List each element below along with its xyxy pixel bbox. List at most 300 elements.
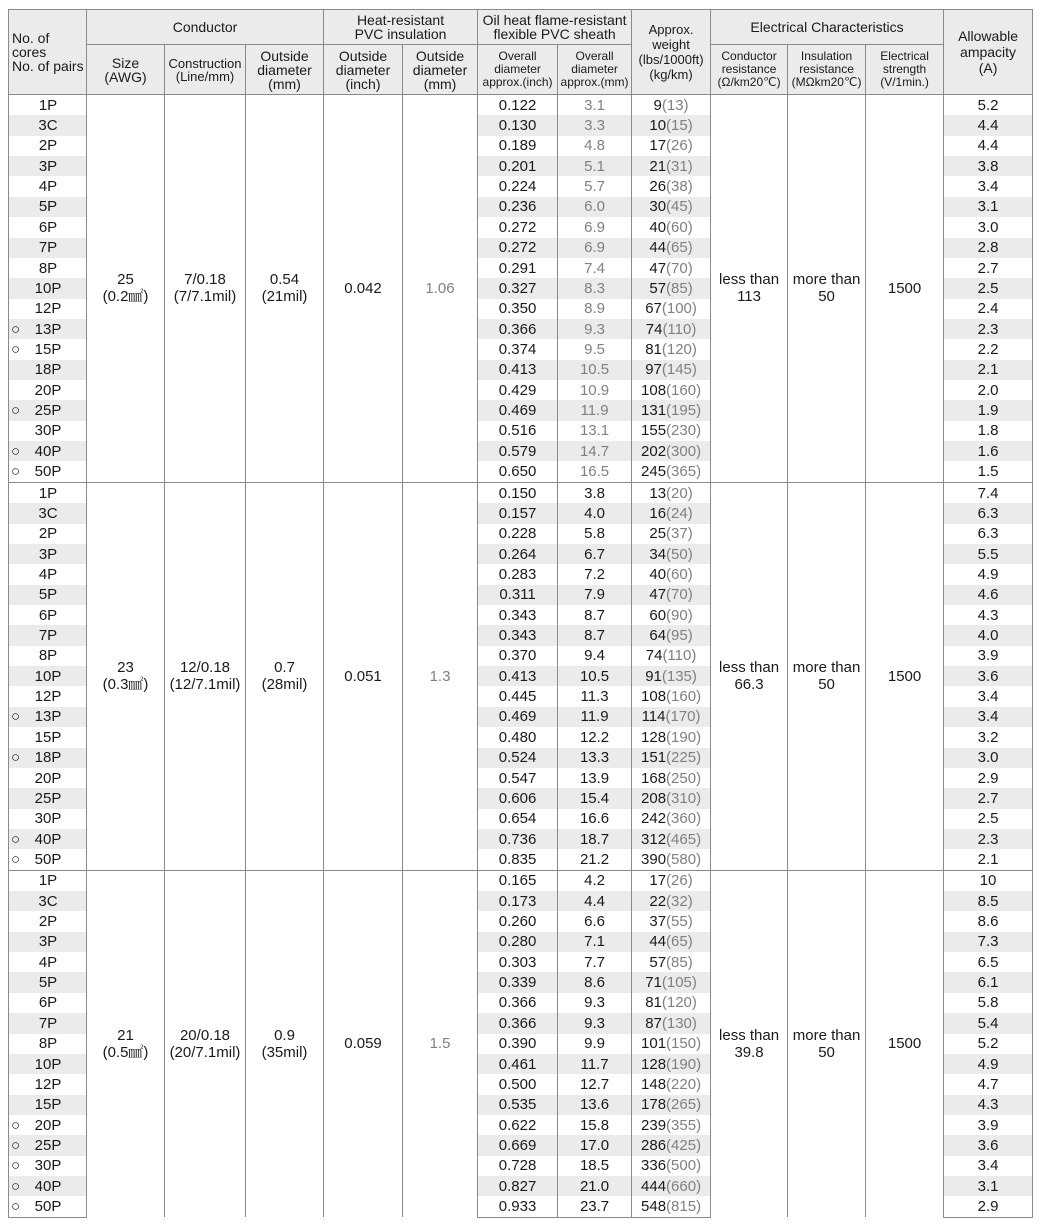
- cell-weight: [632, 524, 711, 544]
- cell-weight: [632, 686, 711, 706]
- cell-ampacity: 4.4: [944, 115, 1033, 135]
- weight-kg: (26): [666, 872, 693, 890]
- cell-weight: [632, 625, 711, 645]
- cell-overall-inch: 0.469: [478, 400, 558, 420]
- weight-lbs: 57: [649, 279, 667, 297]
- weight-kg: (31): [666, 157, 693, 175]
- cell-overall-mm: 14.7: [558, 441, 632, 461]
- cell-weight: [632, 564, 711, 584]
- cell-cores: [9, 400, 87, 420]
- cell-weight: [632, 768, 711, 788]
- cores-value: 3C: [38, 892, 58, 910]
- cores-value: 20P: [34, 769, 62, 787]
- cell-ampacity: 4.4: [944, 136, 1033, 156]
- cell-overall-inch: 0.654: [478, 809, 558, 829]
- circle-mark-icon: ○: [11, 830, 21, 848]
- cores-value: 1P: [38, 484, 58, 502]
- cell-cores: [9, 156, 87, 176]
- cell-weight: [632, 748, 711, 768]
- weight-lbs: 74: [645, 647, 663, 665]
- cell-electrical-strength: 1500: [866, 95, 944, 483]
- weight-kg: (50): [666, 545, 693, 563]
- weight-kg: (190): [666, 1055, 702, 1073]
- cores-value: 18P: [34, 749, 62, 767]
- weight-kg: (70): [666, 259, 693, 277]
- cell-insulation-inch: 0.059: [324, 870, 403, 1217]
- cell-ampacity: 2.9: [944, 768, 1033, 788]
- cores-value: 10P: [34, 667, 62, 685]
- cell-weight: [632, 1115, 711, 1135]
- cell-weight: [632, 482, 711, 503]
- weight-kg: (135): [661, 667, 697, 685]
- weight-lbs: 178: [641, 1096, 667, 1114]
- cell-cores: [9, 319, 87, 339]
- cell-cores: [9, 482, 87, 503]
- header-electrical-strength: Electrical strength (V/1min.): [866, 45, 944, 95]
- circle-mark-icon: ○: [11, 1157, 21, 1175]
- cell-overall-inch: 0.228: [478, 524, 558, 544]
- cores-value: 10P: [34, 279, 62, 297]
- weight-lbs: 21: [649, 157, 667, 175]
- cell-overall-inch: 0.224: [478, 176, 558, 196]
- cell-ampacity: 3.1: [944, 1176, 1033, 1196]
- cell-overall-mm: 8.9: [558, 299, 632, 319]
- weight-lbs: 114: [641, 708, 666, 726]
- weight-lbs: 239: [641, 1116, 667, 1134]
- cell-overall-inch: 0.606: [478, 788, 558, 808]
- weight-kg: (145): [661, 361, 697, 379]
- cores-value: 20P: [34, 1116, 62, 1134]
- weight-kg: (660): [666, 1177, 702, 1195]
- header-construction: Construction (Line/mm): [165, 45, 246, 95]
- cell-overall-inch: 0.728: [478, 1156, 558, 1176]
- cores-value: 25P: [34, 789, 62, 807]
- cell-size: 21 (0.5㎟): [87, 870, 165, 1217]
- weight-lbs: 286: [641, 1137, 667, 1154]
- cores-value: 13P: [34, 708, 62, 726]
- cell-weight: [632, 1074, 711, 1094]
- cores-value: 6P: [38, 218, 58, 236]
- cell-overall-inch: 0.122: [478, 95, 558, 116]
- header-sheath: Oil heat flame-resistant flexible PVC sheath: [478, 10, 632, 45]
- cell-weight: [632, 461, 711, 482]
- cell-ampacity: 8.5: [944, 891, 1033, 911]
- circle-mark-icon: ○: [11, 1116, 21, 1134]
- cell-ampacity: 6.1: [944, 972, 1033, 992]
- weight-kg: (45): [666, 198, 693, 216]
- cell-ampacity: 2.2: [944, 339, 1033, 359]
- cell-weight: [632, 1034, 711, 1054]
- cores-value: 12P: [34, 300, 62, 318]
- cell-cores: [9, 380, 87, 400]
- table-row: [9, 870, 1033, 891]
- cell-ampacity: 1.8: [944, 421, 1033, 441]
- cell-weight: [632, 238, 711, 258]
- cell-weight: [632, 646, 711, 666]
- cell-overall-mm: 13.6: [558, 1095, 632, 1115]
- cell-overall-inch: 0.272: [478, 238, 558, 258]
- cell-ampacity: 4.3: [944, 1095, 1033, 1115]
- cores-value: 5P: [38, 586, 58, 604]
- weight-kg: (365): [666, 463, 702, 481]
- weight-lbs: 74: [645, 320, 663, 338]
- weight-kg: (38): [666, 178, 693, 196]
- circle-mark-icon: ○: [11, 850, 21, 868]
- weight-kg: (465): [666, 830, 702, 848]
- cores-value: 50P: [34, 463, 62, 481]
- cell-weight: [632, 849, 711, 870]
- weight-lbs: 9: [653, 96, 662, 114]
- header-outside-diameter: Outside diameter (mm): [246, 45, 324, 95]
- weight-kg: (250): [666, 769, 702, 787]
- cell-overall-inch: 0.366: [478, 993, 558, 1013]
- cores-value: 25P: [34, 1137, 62, 1154]
- cell-overall-mm: 8.7: [558, 605, 632, 625]
- cell-weight: [632, 115, 711, 135]
- cell-overall-inch: 0.370: [478, 646, 558, 666]
- cell-ampacity: 1.6: [944, 441, 1033, 461]
- weight-lbs: 47: [649, 586, 667, 604]
- cell-overall-inch: 0.445: [478, 686, 558, 706]
- cell-overall-mm: 21.0: [558, 1176, 632, 1196]
- cores-value: 8P: [38, 1035, 58, 1053]
- cores-value: 1P: [38, 96, 58, 114]
- weight-lbs: 81: [645, 340, 662, 358]
- cores-value: 5P: [38, 198, 58, 216]
- cell-overall-mm: 3.1: [558, 95, 632, 116]
- weight-lbs: 67: [645, 300, 662, 318]
- weight-kg: (85): [666, 953, 693, 971]
- cell-ampacity: 2.5: [944, 809, 1033, 829]
- weight-lbs: 312: [641, 830, 667, 848]
- cores-value: 40P: [34, 1177, 62, 1195]
- weight-kg: (580): [666, 850, 702, 868]
- weight-lbs: 245: [641, 463, 667, 481]
- cell-cores: [9, 1013, 87, 1033]
- cell-cores: [9, 544, 87, 564]
- weight-lbs: 25: [649, 525, 667, 543]
- cell-overall-inch: 0.189: [478, 136, 558, 156]
- cell-weight: [632, 952, 711, 972]
- cell-overall-mm: 9.5: [558, 339, 632, 359]
- cores-value: 15P: [34, 1096, 62, 1114]
- cell-overall-inch: 0.272: [478, 217, 558, 237]
- cell-overall-inch: 0.827: [478, 1176, 558, 1196]
- cell-conductor-resistance: less than 39.8: [711, 870, 788, 1217]
- header-conductor-resistance: Conductor resistance (Ω/km20℃): [711, 45, 788, 95]
- cell-overall-inch: 0.201: [478, 156, 558, 176]
- cores-value: 12P: [34, 1075, 62, 1093]
- cell-cores: [9, 461, 87, 482]
- cell-overall-inch: 0.736: [478, 829, 558, 849]
- weight-lbs: 202: [641, 442, 667, 460]
- cell-ampacity: 2.1: [944, 849, 1033, 870]
- circle-mark-icon: ○: [11, 1137, 21, 1154]
- cell-weight: [632, 1135, 711, 1155]
- cell-overall-inch: 0.260: [478, 911, 558, 931]
- cell-cores: [9, 95, 87, 116]
- cell-overall-mm: 17.0: [558, 1135, 632, 1155]
- cell-overall-inch: 0.835: [478, 849, 558, 870]
- cell-overall-inch: 0.283: [478, 564, 558, 584]
- weight-kg: (110): [662, 647, 697, 665]
- cell-weight: [632, 932, 711, 952]
- weight-lbs: 131: [641, 402, 667, 420]
- weight-lbs: 87: [645, 1014, 662, 1032]
- cell-cores: [9, 1176, 87, 1196]
- weight-lbs: 22: [649, 892, 667, 910]
- cell-overall-inch: 0.173: [478, 891, 558, 911]
- cell-overall-mm: 8.6: [558, 972, 632, 992]
- cable-spec-table: [8, 9, 1033, 1218]
- cell-cores: [9, 278, 87, 298]
- cell-construction: 12/0.18 (12/7.1mil): [165, 482, 246, 870]
- cell-ampacity: 2.3: [944, 829, 1033, 849]
- cell-overall-mm: 7.7: [558, 952, 632, 972]
- cores-value: 7P: [38, 1014, 58, 1032]
- cell-overall-mm: 13.3: [558, 748, 632, 768]
- cell-ampacity: 2.8: [944, 238, 1033, 258]
- cell-ampacity: 4.6: [944, 585, 1033, 605]
- cell-cores: [9, 299, 87, 319]
- cell-overall-mm: 7.9: [558, 585, 632, 605]
- weight-lbs: 44: [649, 239, 667, 257]
- cell-overall-mm: 6.6: [558, 911, 632, 931]
- cell-cores: [9, 197, 87, 217]
- weight-kg: (32): [666, 892, 693, 910]
- cell-weight: [632, 993, 711, 1013]
- cell-cores: [9, 666, 87, 686]
- weight-lbs: 34: [649, 545, 667, 563]
- weight-lbs: 13: [649, 484, 667, 502]
- cell-overall-mm: 13.1: [558, 421, 632, 441]
- cell-overall-inch: 0.669: [478, 1135, 558, 1155]
- cores-value: 8P: [38, 259, 58, 277]
- cell-overall-inch: 0.165: [478, 870, 558, 891]
- cell-weight: [632, 176, 711, 196]
- cell-weight: [632, 972, 711, 992]
- cell-insulation-resistance: more than 50: [788, 870, 866, 1217]
- cell-overall-mm: 3.3: [558, 115, 632, 135]
- weight-lbs: 155: [641, 422, 667, 440]
- cell-weight: [632, 258, 711, 278]
- weight-kg: (105): [661, 974, 697, 992]
- cell-overall-inch: 0.374: [478, 339, 558, 359]
- cell-ampacity: 3.9: [944, 646, 1033, 666]
- cell-overall-inch: 0.390: [478, 1034, 558, 1054]
- cell-overall-mm: 3.8: [558, 482, 632, 503]
- cell-weight: [632, 360, 711, 380]
- cell-overall-inch: 0.157: [478, 503, 558, 523]
- weight-kg: (500): [666, 1157, 702, 1175]
- cell-overall-mm: 11.9: [558, 707, 632, 727]
- cell-overall-inch: 0.130: [478, 115, 558, 135]
- cell-overall-mm: 11.7: [558, 1054, 632, 1074]
- cores-value: 30P: [34, 422, 62, 440]
- table-body: [9, 95, 1033, 1218]
- cell-electrical-strength: 1500: [866, 482, 944, 870]
- cell-ampacity: 4.7: [944, 1074, 1033, 1094]
- cell-ampacity: 4.3: [944, 605, 1033, 625]
- cell-weight: [632, 1156, 711, 1176]
- weight-lbs: 16: [649, 504, 667, 522]
- cell-ampacity: 5.8: [944, 993, 1033, 1013]
- weight-lbs: 64: [649, 627, 667, 645]
- cell-ampacity: 2.1: [944, 360, 1033, 380]
- cell-overall-inch: 0.933: [478, 1196, 558, 1217]
- cell-overall-inch: 0.350: [478, 299, 558, 319]
- cell-ampacity: 7.4: [944, 482, 1033, 503]
- weight-lbs: 10: [649, 117, 667, 135]
- cores-value: 2P: [38, 137, 58, 155]
- cell-ampacity: 3.0: [944, 217, 1033, 237]
- cores-value: 40P: [34, 830, 62, 848]
- cell-cores: [9, 707, 87, 727]
- cores-value: 4P: [38, 953, 58, 971]
- circle-mark-icon: ○: [11, 1198, 21, 1216]
- cell-overall-inch: 0.413: [478, 666, 558, 686]
- cell-ampacity: 3.6: [944, 1135, 1033, 1155]
- cell-overall-mm: 16.6: [558, 809, 632, 829]
- weight-lbs: 17: [649, 872, 667, 890]
- cell-overall-mm: 16.5: [558, 461, 632, 482]
- cores-value: 50P: [34, 1198, 62, 1216]
- weight-lbs: 57: [649, 953, 667, 971]
- cores-value: 4P: [38, 565, 58, 583]
- cores-value: 1P: [38, 872, 58, 890]
- header-size: Size (AWG): [87, 45, 165, 95]
- cores-value: 15P: [34, 728, 62, 746]
- cell-weight: [632, 1095, 711, 1115]
- cell-insulation-resistance: more than 50: [788, 482, 866, 870]
- cell-overall-inch: 0.480: [478, 727, 558, 747]
- cell-overall-inch: 0.429: [478, 380, 558, 400]
- cell-cores: [9, 972, 87, 992]
- cell-overall-mm: 13.9: [558, 768, 632, 788]
- cell-overall-mm: 5.8: [558, 524, 632, 544]
- cell-overall-mm: 7.2: [558, 564, 632, 584]
- header-insulation: Heat-resistant PVC insulation: [324, 10, 478, 45]
- cell-weight: [632, 339, 711, 359]
- weight-lbs: 208: [641, 789, 667, 807]
- cell-cores: [9, 1054, 87, 1074]
- weight-lbs: 91: [645, 667, 662, 685]
- cores-value: 40P: [34, 442, 62, 460]
- cell-weight: [632, 278, 711, 298]
- weight-kg: (160): [666, 688, 702, 706]
- cell-cores: [9, 952, 87, 972]
- cores-value: 18P: [34, 361, 62, 379]
- cell-overall-inch: 0.327: [478, 278, 558, 298]
- cell-overall-mm: 5.7: [558, 176, 632, 196]
- cell-overall-mm: 10.5: [558, 666, 632, 686]
- cell-electrical-strength: 1500: [866, 870, 944, 1217]
- weight-lbs: 26: [649, 178, 667, 196]
- cores-value: 12P: [34, 688, 62, 706]
- weight-lbs: 108: [641, 381, 667, 399]
- cell-overall-inch: 0.150: [478, 482, 558, 503]
- weight-kg: (110): [662, 320, 697, 338]
- table-row: [9, 95, 1033, 116]
- weight-kg: (230): [666, 422, 702, 440]
- cell-overall-mm: 4.2: [558, 870, 632, 891]
- weight-kg: (60): [666, 218, 693, 236]
- weight-lbs: 128: [641, 1055, 667, 1073]
- cell-insulation-mm: 1.06: [403, 95, 478, 483]
- weight-kg: (65): [666, 239, 693, 257]
- cell-overall-inch: 0.547: [478, 768, 558, 788]
- cell-ampacity: 4.9: [944, 1054, 1033, 1074]
- weight-lbs: 390: [641, 850, 667, 868]
- cell-cores: [9, 748, 87, 768]
- cores-value: 6P: [38, 994, 58, 1012]
- cell-ampacity: 4.9: [944, 564, 1033, 584]
- cell-ampacity: 3.4: [944, 176, 1033, 196]
- weight-kg: (95): [666, 627, 693, 645]
- cell-cores: [9, 768, 87, 788]
- table-header: [9, 10, 1033, 95]
- weight-kg: (815): [666, 1198, 702, 1216]
- weight-lbs: 37: [649, 913, 667, 931]
- weight-lbs: 108: [641, 688, 667, 706]
- header-sheath-inch: Overall diameter approx.(inch): [478, 45, 558, 95]
- cores-value: 4P: [38, 178, 58, 196]
- cell-weight: [632, 809, 711, 829]
- cable-spec-table-wrapper: [8, 9, 1032, 1218]
- cell-cores: [9, 646, 87, 666]
- cores-value: 30P: [34, 810, 62, 828]
- cell-overall-mm: 6.9: [558, 238, 632, 258]
- cell-cores: [9, 605, 87, 625]
- cell-overall-inch: 0.516: [478, 421, 558, 441]
- cell-ampacity: 3.2: [944, 727, 1033, 747]
- weight-kg: (225): [666, 749, 702, 767]
- cell-ampacity: 1.9: [944, 400, 1033, 420]
- cell-overall-inch: 0.579: [478, 441, 558, 461]
- cell-cores: [9, 441, 87, 461]
- weight-kg: (190): [666, 728, 702, 746]
- cell-ampacity: 8.6: [944, 911, 1033, 931]
- cell-overall-inch: 0.280: [478, 932, 558, 952]
- weight-lbs: 44: [649, 933, 667, 951]
- weight-kg: (170): [665, 708, 701, 726]
- cell-cores: [9, 1074, 87, 1094]
- header-cores: No. of cores No. of pairs: [9, 10, 87, 95]
- cell-ampacity: 3.8: [944, 156, 1033, 176]
- weight-lbs: 40: [649, 565, 667, 583]
- cell-size: 25 (0.2㎟): [87, 95, 165, 483]
- cell-weight: [632, 605, 711, 625]
- weight-kg: (85): [666, 279, 693, 297]
- cell-overall-inch: 0.291: [478, 258, 558, 278]
- header-ins-inch: Outside diameter (inch): [324, 45, 403, 95]
- cell-weight: [632, 891, 711, 911]
- weight-kg: (13): [661, 96, 689, 114]
- cell-insulation-inch: 0.042: [324, 95, 403, 483]
- cell-weight: [632, 197, 711, 217]
- cell-weight: [632, 707, 711, 727]
- cell-overall-mm: 8.7: [558, 625, 632, 645]
- cell-overall-mm: 21.2: [558, 849, 632, 870]
- weight-lbs: 40: [649, 218, 667, 236]
- cell-cores: [9, 809, 87, 829]
- cell-cores: [9, 932, 87, 952]
- cell-overall-mm: 10.5: [558, 360, 632, 380]
- weight-kg: (37): [666, 525, 693, 543]
- cores-value: 50P: [34, 850, 62, 868]
- cell-cores: [9, 1095, 87, 1115]
- weight-kg: (195): [666, 402, 702, 420]
